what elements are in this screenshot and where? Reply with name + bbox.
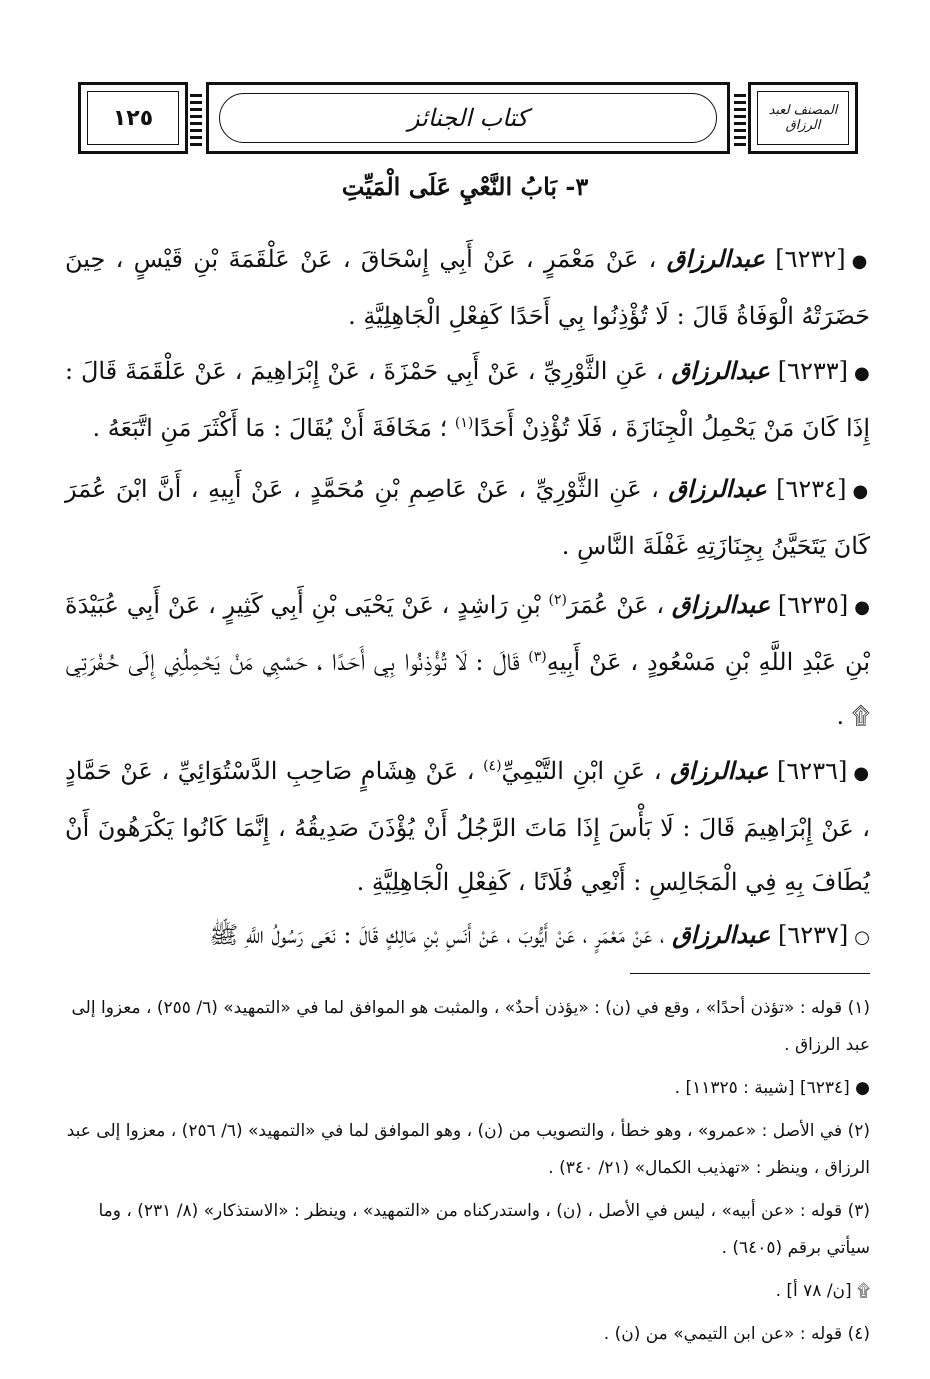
hadith-number: [٦٢٣٥] — [777, 591, 849, 619]
footnote: (٤) قوله : «عن ابن التيمي» من (ن) . — [603, 1324, 870, 1344]
footnote: (٢) في الأصل : «عمرو» ، وهو خطأ ، والتصويب من (ن) ، وهو الموافق لما في «التمهيد» (٦/ ٢٥٦) ، معزوا إلى عبد الرزاق ، وينظر : «تهذيب الكمال» (٢١/ ٣٤٠) . — [66, 1121, 870, 1178]
hadith-text-continued: ، عَنْ هِشَامٍ صَاحِبِ الدَّسْتُوَائِيِّ ، عَنْ حَمَّادٍ ، عَنْ إِبْرَاهِيمَ قَالَ : لَا بَأْسَ إِذَا مَاتَ الرَّجُلُ أَنْ يُؤْذَنَ صَدِيقُهُ ، إِنَّمَا كَانُوا يَكْرَهُونَ أَنْ يُطَافَ بِهِ فِي الْمَجَالِسِ : أَنْعِي فُلَانًا ، كَفِعْلِ الْجَاهِلِيَّةِ . — [65, 757, 870, 896]
hadith-6236 — [65, 744, 870, 909]
footnote: ۩ [ن/ ٧٨ أ] . — [775, 1281, 870, 1301]
book-logo: المصنف لعبد الرزاق — [768, 103, 838, 133]
hadith-text: ، عَنِ الثَّوْرِيِّ ، عَنْ عَاصِمِ بْنِ مُحَمَّدٍ ، عَنْ أَبِيهِ ، أَنَّ ابْنَ عُمَرَ كَانَ يَتَحَيَّنُ بِجِنَازَتِهِ غَفْلَةَ النَّاسِ . — [65, 475, 870, 560]
bullet-icon: ● — [851, 251, 870, 272]
hadith-number: [٦٢٣٢] — [775, 245, 846, 273]
footnote-ref[interactable]: (١) — [454, 415, 474, 431]
hadith-text: ، عَنِ الثَّوْرِيِّ ، عَنْ أَبِي حَمْزَةَ ، عَنْ إِبْرَاهِيمَ ، عَنْ عَلْقَمَةَ قَالَ : إِذَا كَانَ مَنْ يَحْمِلُ الْجِنَازَةَ ، فَلَا تُؤْذِنْ أَحَدًا — [65, 357, 870, 442]
footnote-ref[interactable]: (٤) — [483, 758, 502, 774]
hadith-text: ، عَنْ عُمَرَ — [566, 591, 665, 619]
ornament-strip-left — [190, 90, 202, 146]
page-number-frame — [78, 82, 188, 154]
hadith-text: ، عَنْ مَعْمَرٍ ، عَنْ أَبِي إِسْحَاقَ ، عَنْ عَلْقَمَةَ بْنِ قَيْسٍ ، حِينَ حَضَرَتْهُ الْوَفَاةُ قَالَ : لَا تُؤْذِنُوا بِي أَحَدًا كَفِعْلِ الْجَاهِلِيَّةِ . — [65, 245, 870, 330]
footnote-divider — [630, 973, 870, 974]
hadith-author: عبدالرزاق — [666, 244, 765, 273]
hadith-text: ، عَنِ ابْنِ التَّيْمِيِّ — [501, 757, 662, 785]
hadith-author: عبدالرزاق — [671, 356, 770, 385]
running-title: كتاب الجنائز — [407, 104, 529, 132]
hadith-text-continued-2: قَالَ : لَا تُؤْذِنُوا بِي أَحَدًا ، حَسْبِي مَنْ يَحْمِلُنِي إِلَى حُفْرَتِي ۩ . — [65, 648, 870, 730]
chapter-heading: ٣- بَابُ النَّعْيِ عَلَى الْمَيِّتِ — [341, 172, 589, 201]
footnote: (١) قوله : «تؤذن أحدًا» ، وقع في (ن) : «يؤذن أحدٌ» ، والمثبت هو الموافق لما في «التمهيد» (٦/ ٢٥٥) ، معزوا إلى عبد الرزاق . — [71, 998, 870, 1055]
hadith-number: [٦٢٣٧] — [777, 921, 849, 949]
hadith-6234 — [65, 462, 870, 573]
ornament-strip-right — [734, 90, 746, 146]
hadith-6237 — [65, 908, 870, 965]
hadith-author: عبدالرزاق — [672, 920, 771, 949]
hadith-text-continued: بْنِ رَاشِدٍ ، عَنْ يَحْيَى بْنِ أَبِي كَثِيرٍ ، عَنْ أَبِي عُبَيْدَةَ بْنِ عَبْدِ اللَّهِ بْنِ مَسْعُودٍ ، عَنْ أَبِيهِ — [65, 591, 870, 676]
bullet-icon: ● — [854, 363, 870, 384]
footnote: (٣) قوله : «عن أبيه» ، ليس في الأصل ، (ن) ، واستدركناه من «التمهيد» ، وينظر : «الاستذكار» (٨/ ٢٣١) ، وما سيأتي برقم (٦٤٠٥) . — [98, 1201, 870, 1258]
hadith-author: عبدالرزاق — [671, 590, 771, 619]
footnotes — [65, 990, 870, 1359]
hadith-6235 — [65, 578, 870, 743]
hadith-text-continued: ؛ مَخَافَةَ أَنْ يُقَالَ : مَا أَكْثَرَ مَنِ اتَّبَعَهُ . — [92, 414, 448, 442]
hadith-author: عبدالرزاق — [670, 756, 769, 785]
hadith-6232 — [65, 232, 870, 343]
open-circle-icon: ○ — [854, 927, 870, 948]
page-number: ١٢٥ — [112, 105, 154, 131]
running-title-frame — [206, 82, 730, 154]
bullet-icon: ● — [853, 763, 871, 784]
footnote-ref[interactable]: (٣) — [528, 649, 547, 665]
footnote: ● [٦٢٣٤] [شيبة : ١١٣٢٥] . — [674, 1078, 870, 1098]
hadith-6233 — [65, 344, 870, 455]
hadith-text: ، عَنْ مَعْمَرٍ ، عَنْ أَيُّوبَ ، عَنْ أَنَسِ بْنِ مَالِكٍ قَالَ : نَعَى رَسُولُ اللَّهِ ﷺ — [209, 921, 665, 949]
footnote-ref[interactable]: (٢) — [548, 592, 567, 608]
bullet-icon: ● — [852, 481, 870, 502]
hadith-author: عبدالرزاق — [668, 474, 767, 503]
bullet-icon: ● — [854, 597, 871, 618]
hadith-number: [٦٢٣٣] — [777, 357, 848, 385]
page-header — [78, 82, 858, 154]
book-logo-frame — [748, 82, 858, 154]
hadith-number: [٦٢٣٦] — [777, 757, 848, 785]
hadith-number: [٦٢٣٤] — [776, 475, 847, 503]
